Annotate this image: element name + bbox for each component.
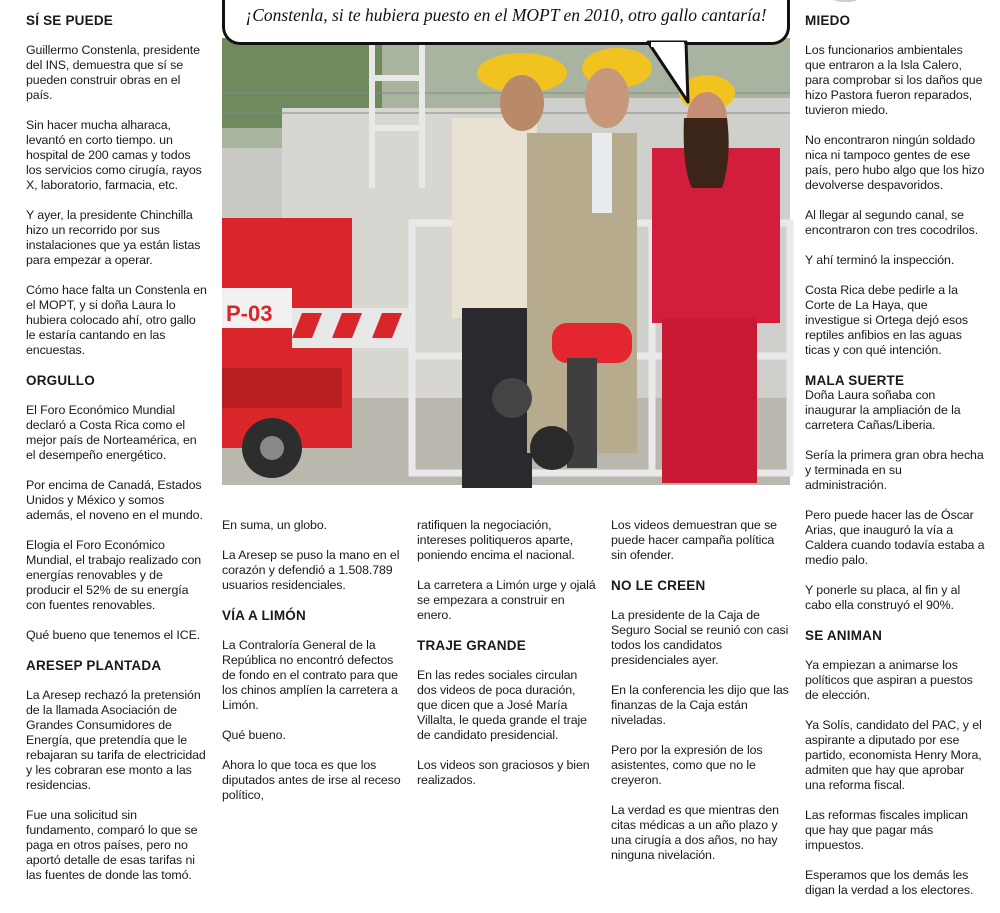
- section-title-miedo: MIEDO: [805, 13, 851, 28]
- section-title-no-le-creen: NO LE CREEN: [611, 578, 706, 593]
- section-title-traje-grande: TRAJE GRANDE: [417, 638, 526, 653]
- paragraph: Y ponerle su placa, al fin y al cabo ella construyó el 90%.: [805, 583, 961, 612]
- column-center-right: [611, 518, 791, 878]
- paragraph: Elogia el Foro Económico Mundial, el trabajo realizado con energías renovables y de producir el 52% de su energía con fuentes renovables.: [26, 538, 202, 612]
- section-title-mala-suerte: MALA SUERTE: [805, 373, 905, 388]
- news-photo: [222, 38, 790, 485]
- section-title-se-animan: SE ANIMAN: [805, 628, 883, 643]
- paragraph: En las redes sociales circulan dos videos de poca duración, que dicen que a José María Villalta, le queda grande el traje de candidato presidencial.: [417, 668, 587, 742]
- paragraph: La Aresep rechazó la pretensión de la llamada Asociación de Grandes Consumidores de Energía, que pretendía que le rebajaran su tarifa de electricidad y les cobraran ese monto a las residencias.: [26, 688, 206, 792]
- paragraph: Esperamos que los demás les digan la verdad a los electores.: [805, 868, 974, 897]
- column-center: [417, 518, 597, 803]
- paragraph: Pero por la expresión de los asistentes, como que no le creyeron.: [611, 743, 763, 787]
- section-title-via-a-limon: VÍA A LIMÓN: [222, 608, 306, 623]
- fire-truck-photo-icon: [222, 38, 790, 485]
- paragraph: En suma, un globo.: [222, 518, 327, 532]
- paragraph: Cómo hace falta un Constenla en el MOPT, y si doña Laura lo hubiera colocado ahí, otro gallo le estaría cantando en las encuestas.: [26, 283, 207, 357]
- paragraph: Costa Rica debe pedirle a la Corte de La Haya, que investigue si Ortega dejó esos reptiles anfibios en las aguas ticas y con qué intención.: [805, 283, 968, 357]
- paragraph: Guillermo Constenla, presidente del INS, demuestra que sí se pueden construir obras en el país.: [26, 43, 200, 102]
- paragraph: La Aresep se puso la mano en el corazón y defendió a 1.508.789 usuarios residenciales.: [222, 548, 400, 592]
- section-title-orgullo: ORGULLO: [26, 373, 95, 388]
- paragraph: Doña Laura soñaba con inaugurar la ampliación de la carretera Cañas/Liberia.: [805, 388, 961, 432]
- paragraph: Sin hacer mucha alharaca, levantó en corto tiempo. un hospital de 200 camas y todos los servicios como cirugía, rayos X, laboratorio, farmacia, etc.: [26, 118, 202, 192]
- truck-plate: P-03: [226, 301, 273, 326]
- paragraph: La verdad es que mientras den citas médicas a un año plazo y una cirugía a dos años, no hay ninguna nivelación.: [611, 803, 779, 862]
- paragraph: Qué bueno que tenemos el ICE.: [26, 628, 201, 642]
- paragraph: El Foro Económico Mundial declaró a Costa Rica como el mejor país de Norteamérica, en el desempeño energético.: [26, 403, 197, 462]
- paragraph: En la conferencia les dijo que las finanzas de la Caja están niveladas.: [611, 683, 789, 727]
- speech-bubble: [222, 0, 790, 45]
- paragraph: Ahora lo que toca es que los diputados antes de irse al receso político,: [222, 758, 401, 802]
- paragraph: Por encima de Canadá, Estados Unidos y México y somos además, el noveno en el mundo.: [26, 478, 203, 522]
- paragraph: Las reformas fiscales implican que hay que pagar más impuestos.: [805, 808, 968, 852]
- header-decoration-icon: [826, 0, 976, 6]
- paragraph: La presidente de la Caja de Seguro Social se reunió con casi todos los candidatos presidenciales ayer.: [611, 608, 789, 667]
- paragraph: Pero puede hacer las de Óscar Arias, que inauguró la vía a Caldera cuando todavía estaba a medio palo.: [805, 508, 985, 567]
- column-right: [805, 13, 985, 913]
- paragraph: Los videos demuestran que se puede hacer campaña política sin ofender.: [611, 518, 777, 562]
- paragraph: Fue una solicitud sin fundamento, comparó lo que se paga en otros países, pero no aportó detalle de esas tarifas ni las fuentes de donde las tomó.: [26, 808, 198, 882]
- paragraph: Al llegar al segundo canal, se encontraron con tres cocodrilos.: [805, 208, 979, 237]
- paragraph: Qué bueno.: [222, 728, 286, 742]
- paragraph: Ya Solís, candidato del PAC, y el aspirante a diputado por ese partido, economista Henry Mora, admiten que hay que aprobar una reforma fiscal.: [805, 718, 982, 792]
- paragraph: Los funcionarios ambientales que entraron a la Isla Calero, para comprobar si los daños que hizo Pastora fueron reparados, tuvieron miedo.: [805, 43, 983, 117]
- paragraph: ratifiquen la negociación, intereses politiqueros aparte, poniendo encima el nacional.: [417, 518, 575, 562]
- column-left: [26, 13, 207, 898]
- paragraph: La carretera a Limón urge y ojalá se empezara a construir en enero.: [417, 578, 596, 622]
- column-center-left: [222, 518, 403, 818]
- speech-bubble-tail-icon: [640, 42, 720, 104]
- paragraph: Ya empiezan a animarse los políticos que aspiran a puestos de elección.: [805, 658, 973, 702]
- paragraph: Los videos son graciosos y bien realizados.: [417, 758, 590, 787]
- section-title-aresep-plantada: ARESEP PLANTADA: [26, 658, 162, 673]
- section-title-si-se-puede: SÍ SE PUEDE: [26, 13, 113, 28]
- paragraph: La Contraloría General de la República no encontró defectos de fondo en el contrato para que los chinos amplíen la carretera a Limón.: [222, 638, 398, 712]
- paragraph: Sería la primera gran obra hecha y terminada en su administración.: [805, 448, 984, 492]
- speech-bubble-quote: ¡Constenla, si te hubiera puesto en el MOPT en 2010, otro gallo cantaría!: [245, 5, 767, 25]
- paragraph: Y ayer, la presidente Chinchilla hizo un recorrido por sus instalaciones que ya están listas para empezar a operar.: [26, 208, 201, 267]
- paragraph: Y ahí terminó la inspección.: [805, 253, 955, 267]
- paragraph: No encontraron ningún soldado nica ni tampoco gentes de ese país, pero hubo algo que los hizo devolverse despavoridos.: [805, 133, 985, 192]
